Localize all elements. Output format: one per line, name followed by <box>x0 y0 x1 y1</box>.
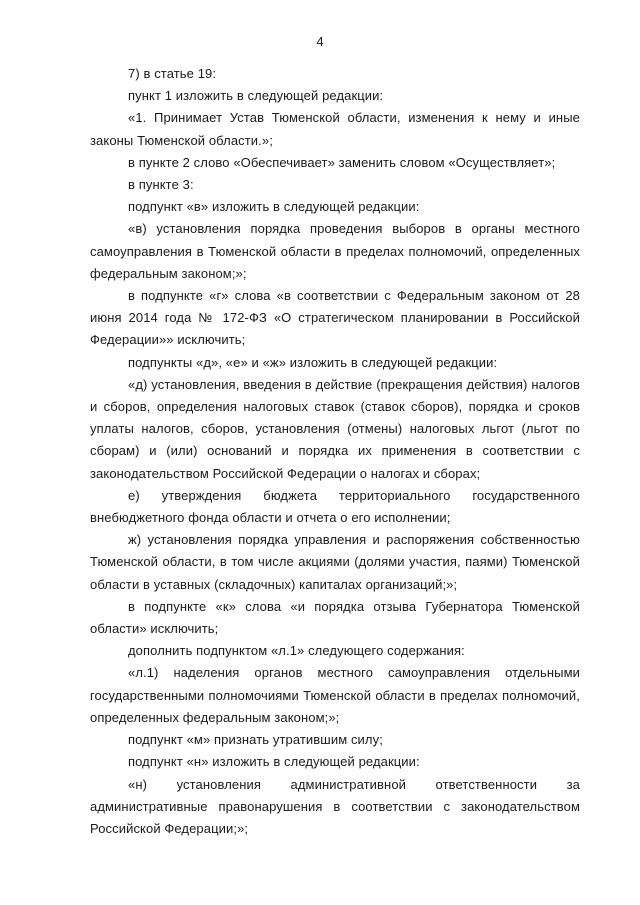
paragraph: дополнить подпунктом «л.1» следующего содержания: <box>128 643 465 659</box>
paragraph: «н) установления административной ответственности за административные правонарушения в соответствии с законодательством Российской Федерации;»; <box>90 776 580 836</box>
paragraph: подпункт «в» изложить в следующей редакции: <box>128 199 420 215</box>
paragraph: в пункте 2 слово «Обеспечивает» заменить словом «Осуществляет»; <box>128 154 556 170</box>
paragraph: ж) установления порядка управления и распоряжения собственностью Тюменской области, в том числе акциями (долями участия, паями) Тюменской области в уставных (складочных) капиталах организаций;»; <box>90 532 580 592</box>
paragraph: в подпункте «к» слова «и порядка отзыва Губернатора Тюменской области» исключить; <box>90 598 580 637</box>
document-body <box>90 63 580 840</box>
paragraph: в подпункте «г» слова «в соответствии с Федеральным законом от 28 июня 2014 года № 172-ФЗ «О стратегическом планировании в Российской Федерации»» исключить; <box>90 288 580 348</box>
paragraph: подпункт «м» признать утратившим силу; <box>128 732 383 748</box>
paragraph: «л.1) наделения органов местного самоуправления отдельными государственными полномочиями Тюменской области в пределах полномочий, определенных федеральным законом;»; <box>90 665 580 725</box>
page-number: 4 <box>316 34 324 49</box>
paragraph: 7) в статье 19: <box>128 66 217 81</box>
paragraph: «в) установления порядка проведения выборов в органы местного самоуправления в Тюменской области в пределах полномочий, определенных федеральным законом;»; <box>90 221 580 281</box>
paragraph: «1. Принимает Устав Тюменской области, изменения к нему и иные законы Тюменской области.»; <box>90 110 580 148</box>
paragraph: в пункте 3: <box>128 177 194 193</box>
paragraph: «д) установления, введения в действие (прекращения действия) налогов и сборов, определения налоговых ставок (ставок сборов), порядка и сроков уплаты налогов, сборов, установления (отмены) налоговых льгот (льгот по сборам) и (или) оснований и порядка их применения в соответствии с законодательством Российской Федерации о налогах и сборах; <box>90 376 580 481</box>
paragraph: подпункт «н» изложить в следующей редакции: <box>128 754 420 770</box>
paragraph: пункт 1 изложить в следующей редакции: <box>128 88 384 104</box>
paragraph: подпункты «д», «е» и «ж» изложить в следующей редакции: <box>128 354 498 370</box>
paragraph: е) утверждения бюджета территориального государственного внебюджетного фонда области и отчета о его исполнении; <box>90 487 580 526</box>
